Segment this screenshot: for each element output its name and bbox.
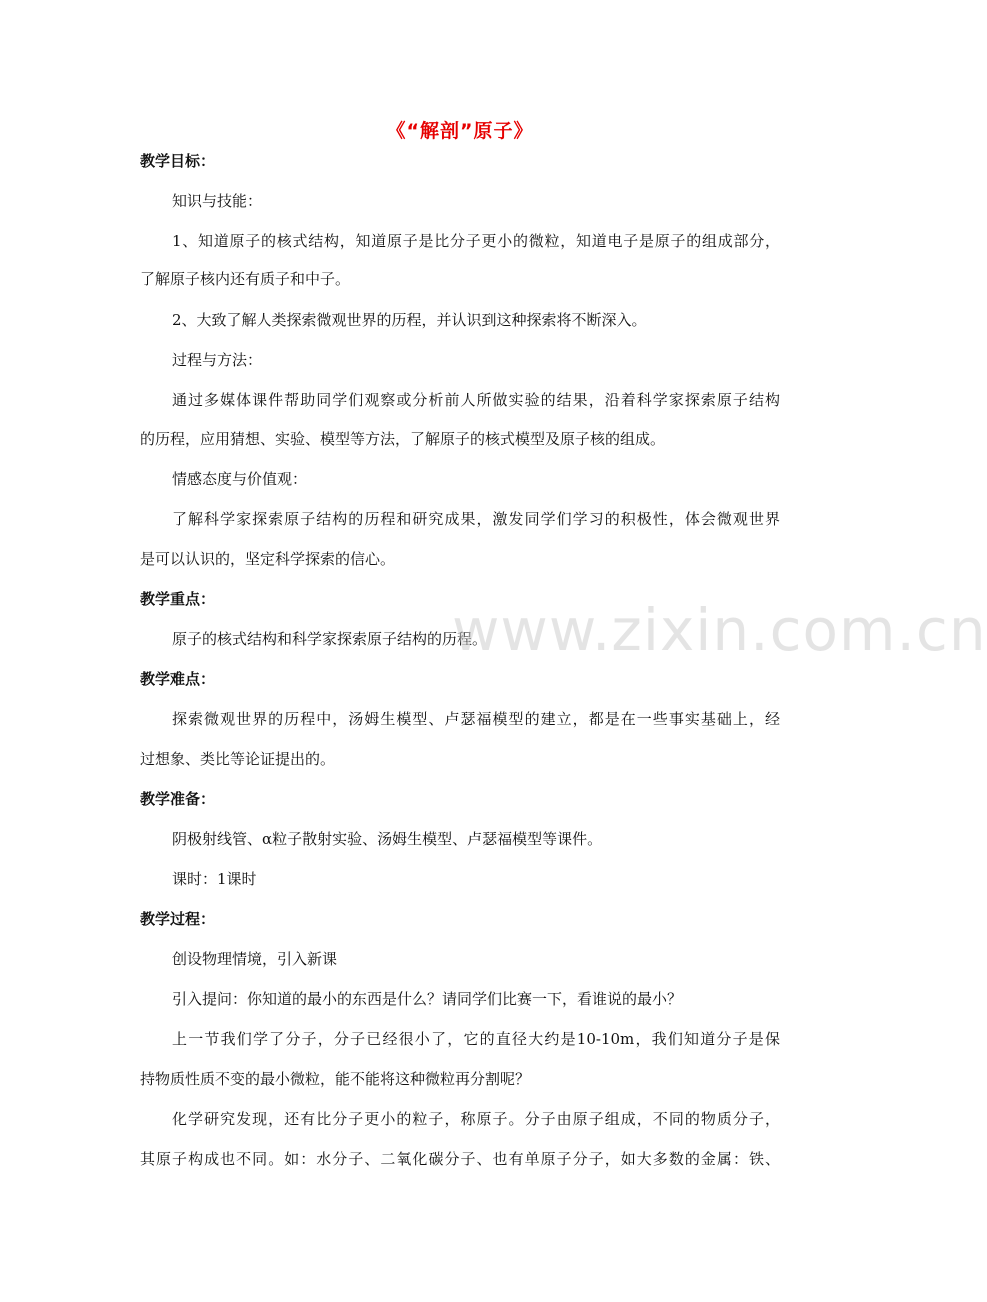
objectives-heading: 教学目标： bbox=[140, 152, 216, 170]
document-title: 《“解剖”原子》 bbox=[386, 120, 534, 142]
paragraph-line: 探索微观世界的历程中，汤姆生模型、卢瑟福模型的建立，都是在一些事实基础上，经 bbox=[172, 710, 780, 728]
paragraph-line: 过想象、类比等论证提出的。 bbox=[140, 750, 336, 768]
key-points-heading: 教学重点： bbox=[140, 590, 216, 608]
paragraph-line: 化学研究发现，还有比分子更小的粒子，称原子。分子由原子组成，不同的物质分子， bbox=[172, 1110, 780, 1128]
paragraph-line: 1、知道原子的核式结构，知道原子是比分子更小的微粒，知道电子是原子的组成部分， bbox=[172, 232, 780, 250]
watermark: www.zixin.com.cn bbox=[452, 596, 987, 664]
paragraph-line: 课时：1课时 bbox=[172, 870, 257, 888]
paragraph-line: 的历程，应用猜想、实验、模型等方法，了解原子的核式模型及原子核的组成。 bbox=[140, 430, 666, 448]
paragraph-line: 了解原子核内还有质子和中子。 bbox=[140, 270, 351, 288]
knowledge-heading: 知识与技能： bbox=[172, 192, 263, 210]
paragraph-line: 是可以认识的，坚定科学探索的信心。 bbox=[140, 550, 396, 568]
emotion-heading: 情感态度与价值观： bbox=[172, 470, 308, 488]
paragraph-line: 了解科学家探索原子结构的历程和研究成果，激发同学们学习的积极性，体会微观世界 bbox=[172, 510, 780, 528]
process-heading: 过程与方法： bbox=[172, 351, 263, 369]
paragraph-line: 引入提问：你知道的最小的东西是什么？请同学们比赛一下，看谁说的最小？ bbox=[172, 990, 683, 1008]
teaching-process-heading: 教学过程： bbox=[140, 910, 216, 928]
paragraph-line: 阴极射线管、α粒子散射实验、汤姆生模型、卢瑟福模型等课件。 bbox=[172, 830, 603, 848]
paragraph-line: 通过多媒体课件帮助同学们观察或分析前人所做实验的结果，沿着科学家探索原子结构 bbox=[172, 391, 780, 409]
paragraph-line: 2、大致了解人类探索微观世界的历程，并认识到这种探索将不断深入。 bbox=[172, 311, 647, 329]
paragraph-line: 上一节我们学了分子，分子已经很小了，它的直径大约是10-10m，我们知道分子是保 bbox=[172, 1030, 780, 1048]
paragraph-line: 原子的核式结构和科学家探索原子结构的历程。 bbox=[172, 630, 488, 648]
paragraph-line: 创设物理情境，引入新课 bbox=[172, 950, 338, 968]
difficulties-heading: 教学难点： bbox=[140, 670, 216, 688]
paragraph-line: 持物质性质不变的最小微粒，能不能将这种微粒再分割呢？ bbox=[140, 1070, 531, 1088]
preparation-heading: 教学准备： bbox=[140, 790, 216, 808]
paragraph-line: 其原子构成也不同。如：水分子、二氧化碳分子、也有单原子分子，如大多数的金属：铁、 bbox=[140, 1150, 780, 1168]
